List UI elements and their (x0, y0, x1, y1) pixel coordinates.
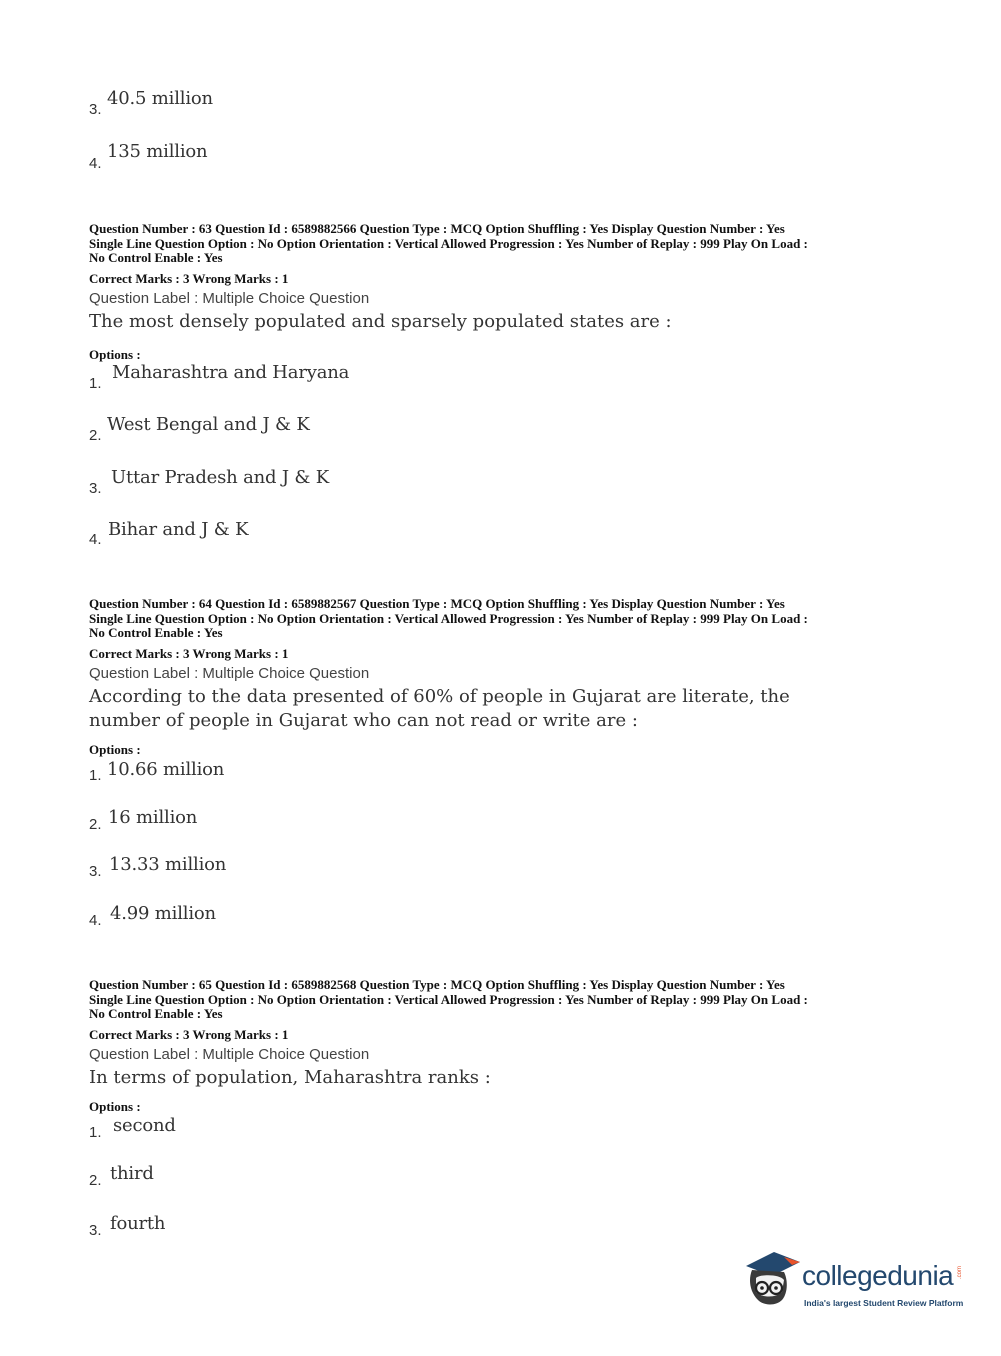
meta-line: Question Number : 64 Question Id : 6589882567 Question Type : MCQ Option Shuffling : Yes Display Question Number : Yes (89, 596, 785, 611)
option-number: 3. (89, 863, 102, 880)
option-text: West Bengal and J & K (107, 414, 310, 435)
question-text-line: number of people in Gujarat who can not read or write are : (89, 710, 638, 731)
logo-wordmark: collegedunia (802, 1260, 954, 1291)
meta-line: Question Number : 63 Question Id : 6589882566 Question Type : MCQ Option Shuffling : Yes Display Question Number : Yes (89, 221, 785, 236)
option-text: Uttar Pradesh and J & K (111, 467, 329, 488)
option-text: 135 million (107, 141, 208, 162)
question-text: The most densely populated and sparsely populated states are : (89, 311, 672, 332)
question-label: Question Label : Multiple Choice Question (89, 665, 370, 682)
option-number: 1. (89, 767, 102, 784)
option-number: 4. (89, 912, 102, 929)
option-number: 3. (89, 101, 102, 118)
option-number: 1. (89, 1124, 102, 1141)
option-number: 2. (89, 1172, 102, 1189)
option-text: 10.66 million (107, 759, 225, 780)
logo-dotcom: .com (957, 1266, 963, 1280)
option-text: fourth (110, 1213, 166, 1234)
meta-line: Single Line Question Option : No Option Orientation : Vertical Allowed Progression : Yes Number of Replay : 999 Play On Load : (89, 610, 808, 626)
question-text: In terms of population, Maharashtra ranks : (89, 1067, 491, 1088)
option-text: 4.99 million (110, 903, 216, 924)
option-number: 1. (89, 375, 102, 392)
option-number: 4. (89, 531, 102, 548)
question-meta (89, 597, 919, 641)
option-number: 3. (89, 1222, 102, 1239)
graduate-mascot-icon (740, 1248, 802, 1312)
collegedunia-logo[interactable] (740, 1248, 970, 1318)
option-text: second (113, 1115, 176, 1136)
option-text: 16 million (108, 807, 198, 828)
option-number: 2. (89, 816, 102, 833)
option-number: 3. (89, 480, 102, 497)
question-text-line: According to the data presented of 60% of people in Gujarat are literate, the (89, 686, 790, 707)
question-meta (89, 222, 919, 266)
option-text: 40.5 million (107, 88, 213, 109)
question-label: Question Label : Multiple Choice Question (89, 1046, 370, 1063)
options-heading: Options : (89, 1099, 141, 1114)
meta-line: Single Line Question Option : No Option Orientation : Vertical Allowed Progression : Yes Number of Replay : 999 Play On Load : (89, 991, 808, 1007)
marks-info: Correct Marks : 3 Wrong Marks : 1 (89, 271, 289, 286)
question-meta (89, 978, 919, 1022)
option-number: 2. (89, 427, 102, 444)
meta-line: No Control Enable : Yes (89, 625, 223, 640)
option-text: Bihar and J & K (108, 519, 249, 540)
question-label: Question Label : Multiple Choice Question (89, 290, 370, 307)
option-number: 4. (89, 155, 102, 172)
marks-info: Correct Marks : 3 Wrong Marks : 1 (89, 646, 289, 661)
option-text: Maharashtra and Haryana (112, 362, 350, 383)
meta-line: No Control Enable : Yes (89, 1006, 223, 1021)
meta-line: Question Number : 65 Question Id : 6589882568 Question Type : MCQ Option Shuffling : Yes Display Question Number : Yes (89, 977, 785, 992)
options-heading: Options : (89, 742, 141, 757)
options-heading: Options : (89, 347, 141, 362)
option-text: third (110, 1163, 154, 1184)
meta-line: Single Line Question Option : No Option Orientation : Vertical Allowed Progression : Yes Number of Replay : 999 Play On Load : (89, 235, 808, 251)
question-text (89, 685, 849, 733)
logo-tagline: India's largest Student Review Platform (804, 1298, 964, 1308)
marks-info: Correct Marks : 3 Wrong Marks : 1 (89, 1027, 289, 1042)
meta-line: No Control Enable : Yes (89, 250, 223, 265)
option-text: 13.33 million (109, 854, 227, 875)
